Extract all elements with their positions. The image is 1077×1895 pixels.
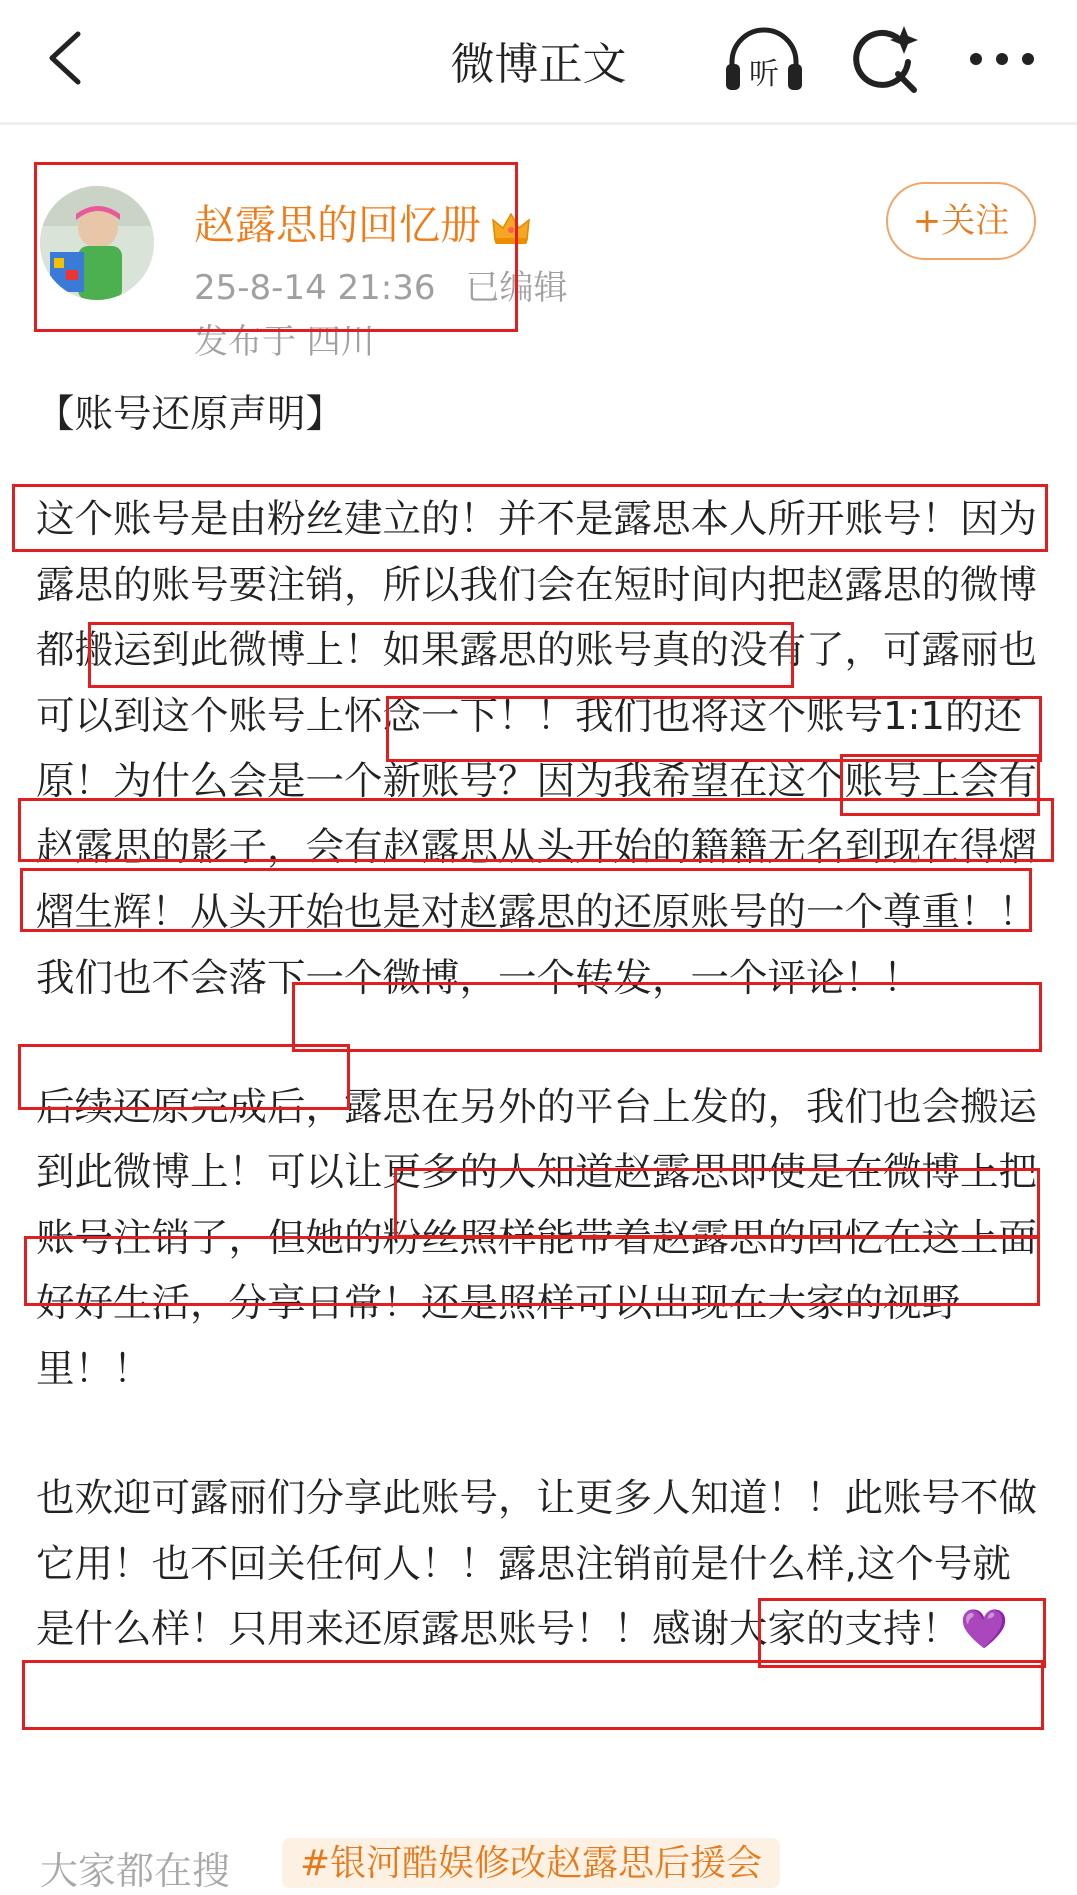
follow-button[interactable]: +关注	[886, 182, 1036, 260]
post-location: 发布于 四川	[194, 322, 375, 362]
post-paragraph: 【账号还原声明】	[36, 392, 345, 437]
post-paragraph: 也欢迎可露丽们分享此账号，让更多人知道！！此账号不做它用！也不回关任何人！！露思注销前是什么样,这个号就是什么样！只用来还原露思账号！！感谢大家的支持！💜	[36, 1476, 1038, 1652]
top-nav-bar	[0, 0, 1077, 122]
trending-search-bar	[0, 1836, 1077, 1893]
header-divider	[0, 122, 1077, 125]
edited-label[interactable]: 已编辑	[465, 268, 568, 308]
more-icon[interactable]	[964, 44, 1040, 74]
post-paragraph: 这个账号是由粉丝建立的！并不是露思本人所开账号！因为露思的账号要注销，所以我们会在短时间内把赵露思的微博都搬运到此微博上！如果露思的账号真的没有了，可露丽也可以到这个账号上怀念一下！！我们也将这个账号1:1的还原！为什么会是一个新账号？因为我希望在这个账号上会有赵露思的影子，会有赵露思从头开始的籍籍无名到现在得熠熠生辉！从头开始也是对赵露思的还原账号的一个尊重！！我们也不会落下一个微博，一个转发，一个评论！！	[36, 497, 1038, 1001]
post-content	[36, 382, 1046, 1726]
author-name[interactable]: 赵露思的回忆册	[194, 201, 481, 249]
post-timestamp: 25-8-14 21:36	[194, 268, 436, 308]
avatar[interactable]	[40, 186, 154, 300]
listen-label: 听	[749, 57, 779, 92]
search-refresh-icon[interactable]	[848, 22, 924, 96]
trending-tag[interactable]: #银河酷娱修改赵露思后援会	[282, 1838, 780, 1888]
listen-icon[interactable]	[722, 24, 806, 94]
post-meta	[194, 260, 568, 309]
page-title: 微博正文	[450, 39, 627, 90]
trending-label: 大家都在搜	[40, 1849, 231, 1893]
author-name-row[interactable]	[194, 192, 531, 251]
post-paragraph: 后续还原完成后，露思在另外的平台上发的，我们也会搬运到此微博上！可以让更多的人知道赵露思即使是在微博上把账号注销了，但她的粉丝照样能带着赵露思的回忆在这上面好好生活，分享日常！还是照样可以出现在大家的视野里！！	[36, 1084, 1038, 1392]
avatar-photo-icon	[40, 186, 154, 300]
vip-crown-icon	[491, 210, 531, 246]
